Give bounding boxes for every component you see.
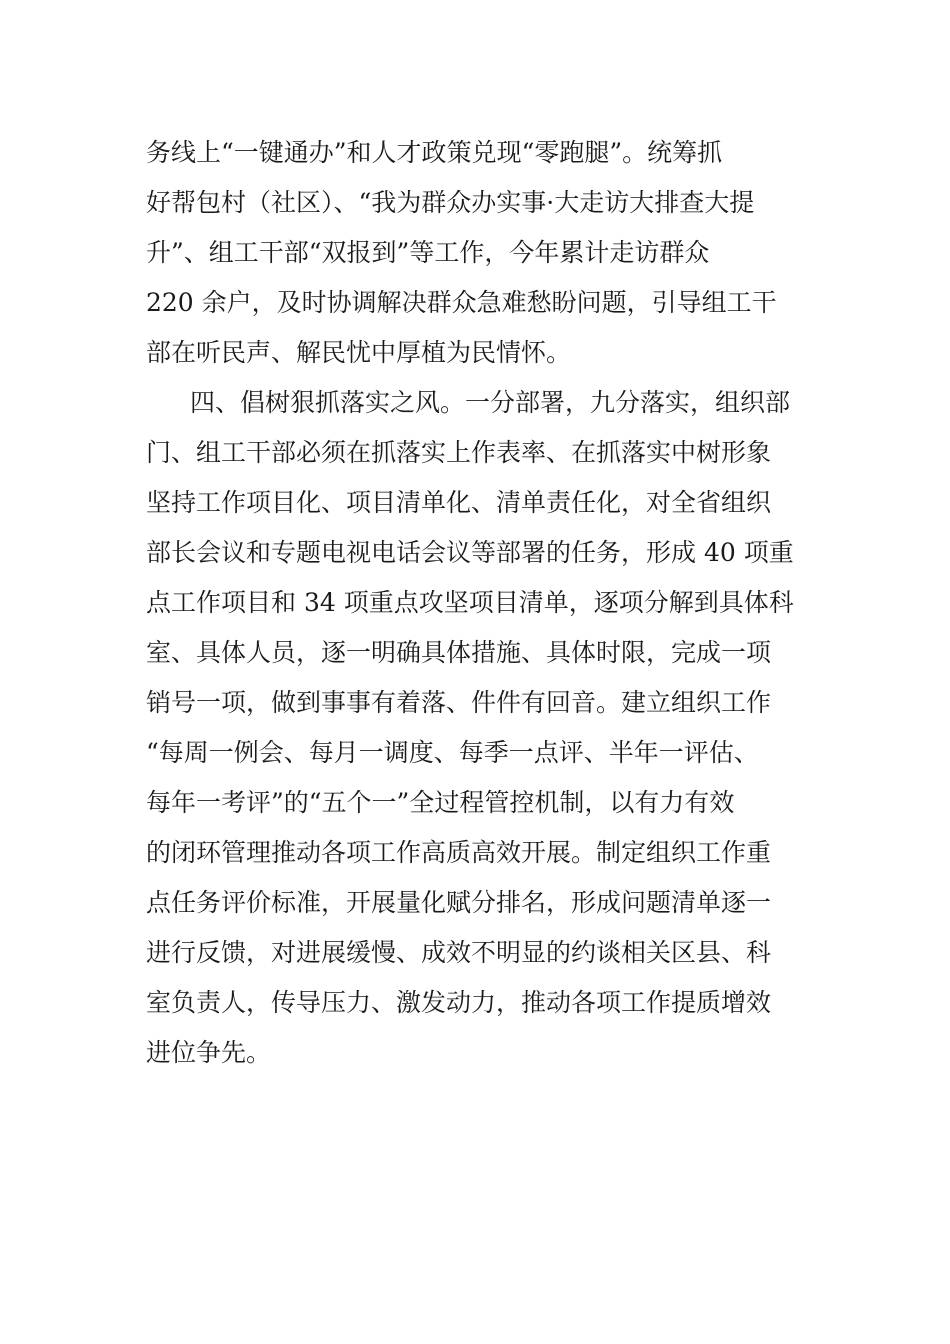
text-line: 室负责人，传导压力、激发动力，推动各项工作提质增效	[146, 988, 772, 1017]
text-line: 每年一考评”的“五个一”全过程管控机制，以有力有效	[146, 788, 735, 817]
body-text	[146, 128, 826, 1078]
text-line: 坚持工作项目化、项目清单化、清单责任化，对全省组织	[146, 488, 772, 517]
text-line: 点任务评价标准，开展量化赋分排名，形成问题清单逐一	[146, 888, 772, 917]
text-line: 进行反馈，对进展缓慢、成效不明显的约谈相关区县、科	[146, 938, 772, 967]
text-line: 门、组工干部必须在抓落实上作表率、在抓落实中树形象	[146, 438, 772, 467]
text-line: 点工作项目和 34 项重点攻坚项目清单，逐项分解到具体科	[146, 588, 794, 617]
text-line: 升”、组工干部“双报到”等工作，今年累计走访群众	[146, 238, 710, 267]
text-line: 务线上“一键通办”和人才政策兑现“零跑腿”。统筹抓	[146, 138, 723, 167]
text-line: 室、具体人员，逐一明确具体措施、具体时限，完成一项	[146, 638, 772, 667]
text-line: 销号一项，做到事事有着落、件件有回音。建立组织工作	[146, 688, 772, 717]
text-line: 的闭环管理推动各项工作高质高效开展。制定组织工作重	[146, 838, 772, 867]
text-line: 部长会议和专题电视电话会议等部署的任务，形成 40 项重	[146, 538, 794, 567]
text-line: 220 余户，及时协调解决群众急难愁盼问题，引导组工干	[146, 288, 777, 317]
text-line: 部在听民声、解民忧中厚植为民情怀。	[146, 338, 572, 367]
text-line: “每周一例会、每月一调度、每季一点评、半年一评估、	[146, 738, 759, 767]
text-line: 进位争先。	[146, 1038, 272, 1067]
section-heading-line: 四、倡树狠抓落实之风。一分部署，九分落实，组织部	[190, 388, 791, 417]
text-line: 好帮包村（社区）、“我为群众办实事·大走访大排查大提	[146, 188, 755, 217]
